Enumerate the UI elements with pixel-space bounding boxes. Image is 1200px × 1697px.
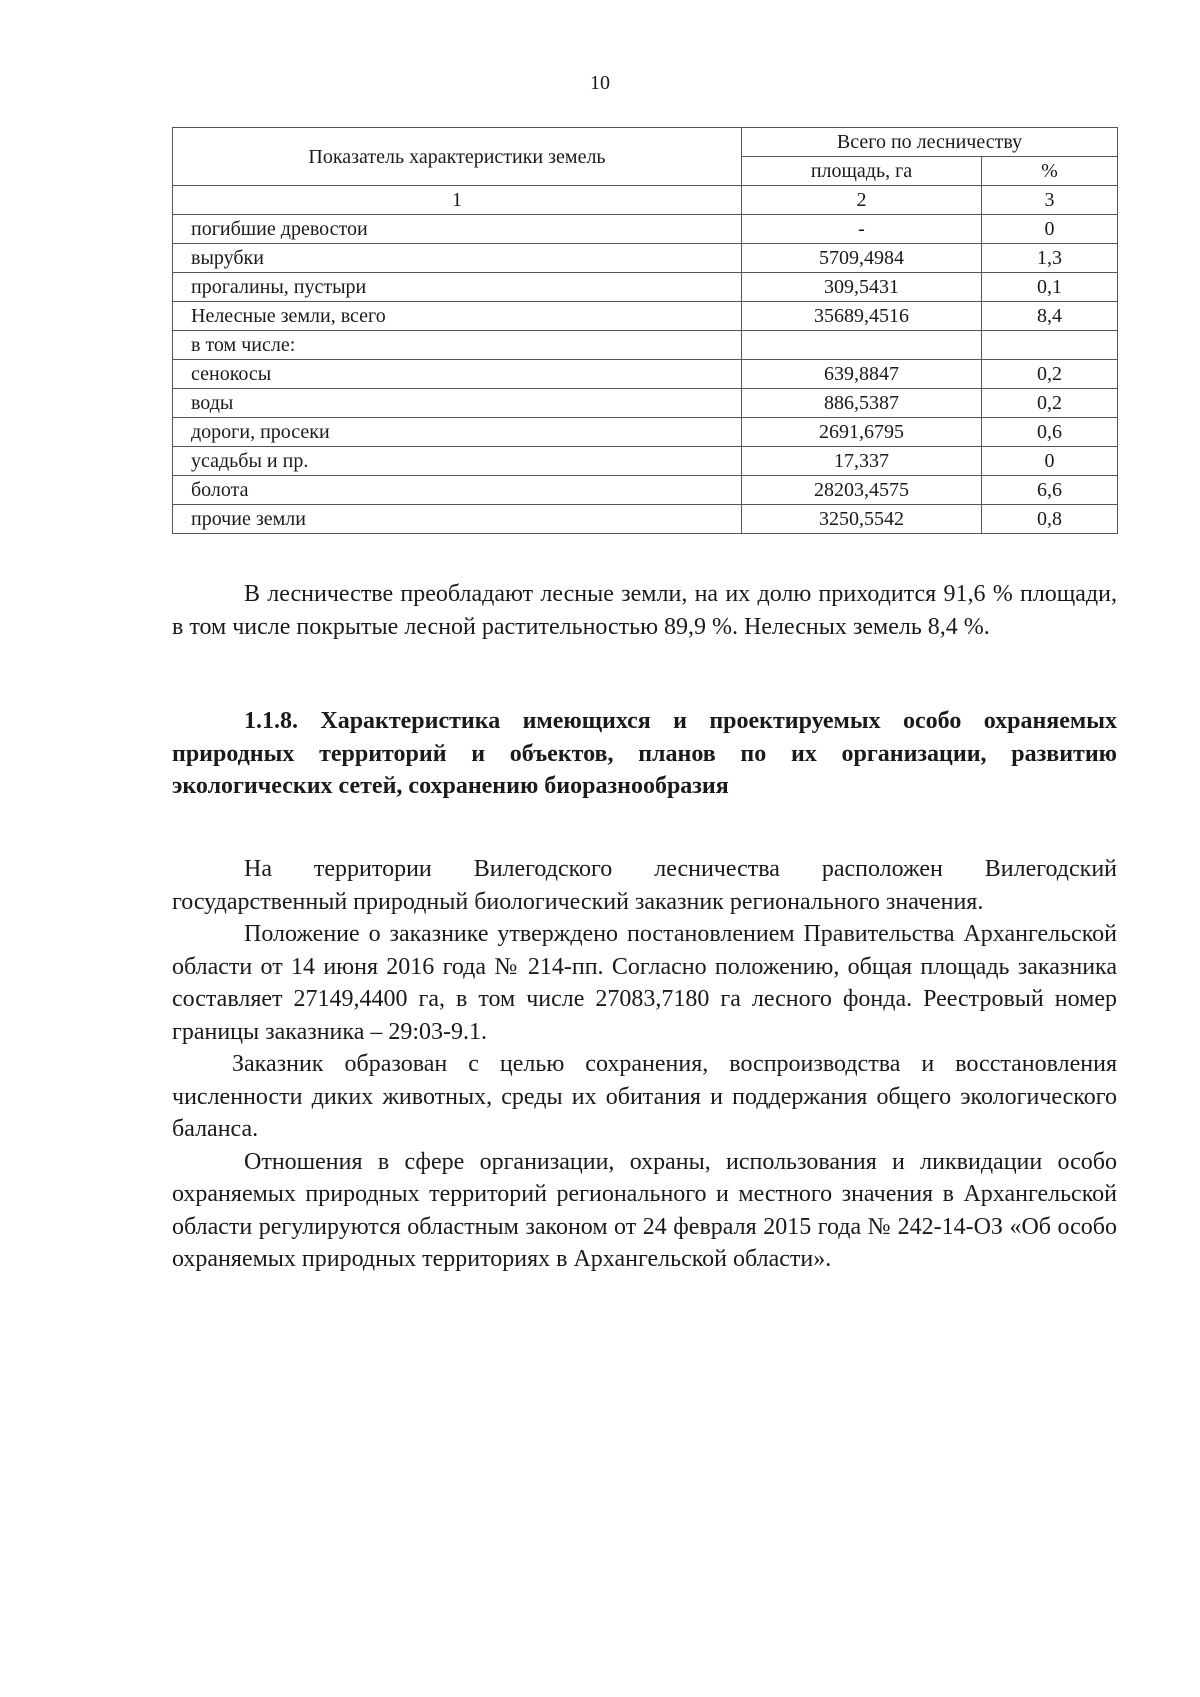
reserve-description (172, 853, 1117, 1276)
row-area: 3250,5542 (742, 505, 982, 534)
row-area: 35689,4516 (742, 302, 982, 331)
paragraph: В лесничестве преобладают лесные земли, на их долю приходится 91,6 % площади, в том числе покрытые лесной растительностью 89,9 %. Нелесных земель 8,4 %. (172, 581, 1117, 640)
table-row (173, 389, 1118, 418)
row-name: воды (173, 389, 742, 418)
index-cell: 2 (742, 186, 982, 215)
row-percent: 0,8 (982, 505, 1118, 534)
row-area: - (742, 215, 982, 244)
table-row (173, 505, 1118, 534)
table-row (173, 302, 1118, 331)
row-area (742, 331, 982, 360)
table-row (173, 215, 1118, 244)
row-name: прочие земли (173, 505, 742, 534)
header-group-total: Всего по лесничеству (742, 128, 1118, 157)
row-name: Нелесные земли, всего (173, 302, 742, 331)
page-number: 10 (590, 72, 610, 94)
row-percent: 8,4 (982, 302, 1118, 331)
row-percent: 0 (982, 215, 1118, 244)
row-name: усадьбы и пр. (173, 447, 742, 476)
row-percent: 0,2 (982, 389, 1118, 418)
table-index-row (173, 186, 1118, 215)
paragraph: Положение о заказнике утверждено постановлением Правительства Архангельской области от 14 июня 2016 года № 214-пп. Согласно положению, общая площадь заказника составляет 27149,4400 га, в том числе 27083,7180 га лесного фонда. Реестровый номер границы заказника – 29:03-9.1. (172, 921, 1117, 1045)
section-heading: 1.1.8. Характеристика имеющихся и проектируемых особо охраняемых природных территорий и объектов, планов по их организации, развитию экологических сетей, сохранению биоразнообразия (172, 708, 1117, 799)
table-header-row (173, 128, 1118, 157)
row-area: 2691,6795 (742, 418, 982, 447)
row-name: погибшие древостои (173, 215, 742, 244)
table-row (173, 447, 1118, 476)
row-percent: 0,1 (982, 273, 1118, 302)
row-name: дороги, просеки (173, 418, 742, 447)
table-row (173, 476, 1118, 505)
header-area: площадь, га (742, 157, 982, 186)
table-row (173, 360, 1118, 389)
paragraph: Заказник образован с целью сохранения, воспроизводства и восстановления численности диких животных, среды их обитания и поддержания общего экологического баланса. (172, 1051, 1117, 1142)
row-area: 639,8847 (742, 360, 982, 389)
table-row (173, 273, 1118, 302)
row-name: болота (173, 476, 742, 505)
header-percent: % (982, 157, 1118, 186)
forest-share-paragraph (172, 578, 1117, 643)
row-percent: 6,6 (982, 476, 1118, 505)
row-area: 309,5431 (742, 273, 982, 302)
header-indicator: Показатель характеристики земель (173, 128, 742, 186)
row-percent: 0,2 (982, 360, 1118, 389)
row-area: 5709,4984 (742, 244, 982, 273)
paragraph: Отношения в сфере организации, охраны, использования и ликвидации особо охраняемых природных территорий регионального и местного значения в Архангельской области регулируются областным законом от 24 февраля 2015 года № 242-14-ОЗ «Об особо охраняемых природных территориях в Архангельской области». (172, 1148, 1117, 1272)
paragraph: На территории Вилегодского лесничества расположен Вилегодский государственный природный биологический заказник регионального значения. (172, 856, 1117, 915)
table-row (173, 418, 1118, 447)
row-area: 17,337 (742, 447, 982, 476)
row-name: вырубки (173, 244, 742, 273)
row-name: сенокосы (173, 360, 742, 389)
row-percent: 0 (982, 447, 1118, 476)
table-row (173, 331, 1118, 360)
row-percent: 1,3 (982, 244, 1118, 273)
land-characteristics-table (172, 127, 1118, 534)
index-cell: 1 (173, 186, 742, 215)
index-cell: 3 (982, 186, 1118, 215)
table-row (173, 244, 1118, 273)
row-percent (982, 331, 1118, 360)
row-area: 28203,4575 (742, 476, 982, 505)
row-name: прогалины, пустыри (173, 273, 742, 302)
row-area: 886,5387 (742, 389, 982, 418)
row-percent: 0,6 (982, 418, 1118, 447)
row-name: в том числе: (173, 331, 742, 360)
